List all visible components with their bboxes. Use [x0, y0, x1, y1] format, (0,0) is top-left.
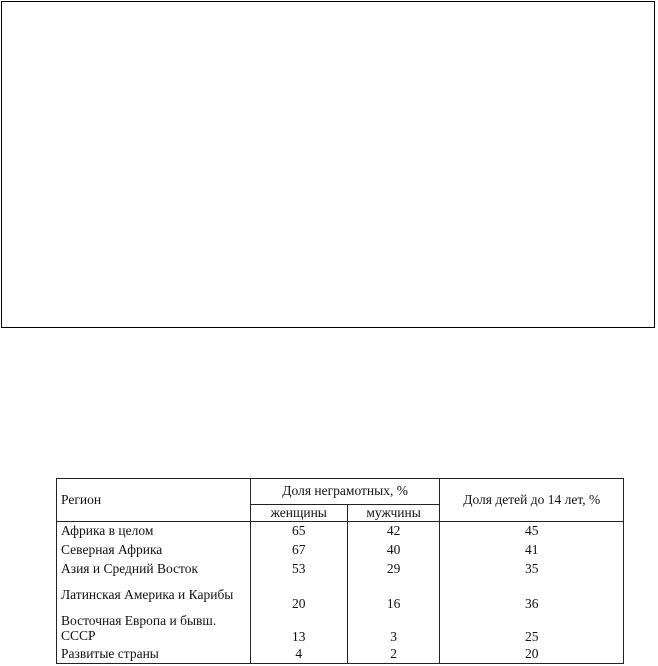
empty-answer-frame — [1, 1, 655, 328]
cell-women: 20 — [250, 579, 347, 612]
cell-region: Развитые страны — [57, 645, 251, 664]
cell-men: 3 — [347, 612, 440, 645]
cell-children: 35 — [440, 560, 624, 579]
cell-women: 13 — [250, 612, 347, 645]
table-row — [57, 522, 624, 542]
cell-men: 2 — [347, 645, 440, 664]
table-row — [57, 579, 624, 612]
cell-region: Азия и Средний Восток — [57, 560, 251, 579]
cell-women: 67 — [250, 541, 347, 560]
table-row — [57, 541, 624, 560]
cell-region: Восточная Европа и бывш. СССР — [57, 612, 251, 645]
header-illiterate-share: Доля неграмотных, % — [250, 479, 440, 505]
cell-men: 16 — [347, 579, 440, 612]
cell-region: Северная Африка — [57, 541, 251, 560]
table-row — [57, 560, 624, 579]
cell-women: 4 — [250, 645, 347, 664]
header-region: Регион — [57, 479, 251, 522]
table-header-row — [57, 479, 624, 505]
header-women: женщины — [250, 505, 347, 522]
cell-children: 25 — [440, 612, 624, 645]
cell-region: Африка в целом — [57, 522, 251, 542]
cell-women: 65 — [250, 522, 347, 542]
header-men: мужчины — [347, 505, 440, 522]
cell-region: Латинская Америка и Карибы — [57, 579, 251, 612]
cell-children: 20 — [440, 645, 624, 664]
table-row — [57, 645, 624, 664]
cell-men: 42 — [347, 522, 440, 542]
illiteracy-table — [56, 478, 624, 664]
cell-men: 40 — [347, 541, 440, 560]
cell-children: 41 — [440, 541, 624, 560]
cell-women: 53 — [250, 560, 347, 579]
cell-men: 29 — [347, 560, 440, 579]
header-children-share: Доля детей до 14 лет, % — [440, 479, 624, 522]
cell-children: 36 — [440, 579, 624, 612]
cell-children: 45 — [440, 522, 624, 542]
table-row — [57, 612, 624, 645]
